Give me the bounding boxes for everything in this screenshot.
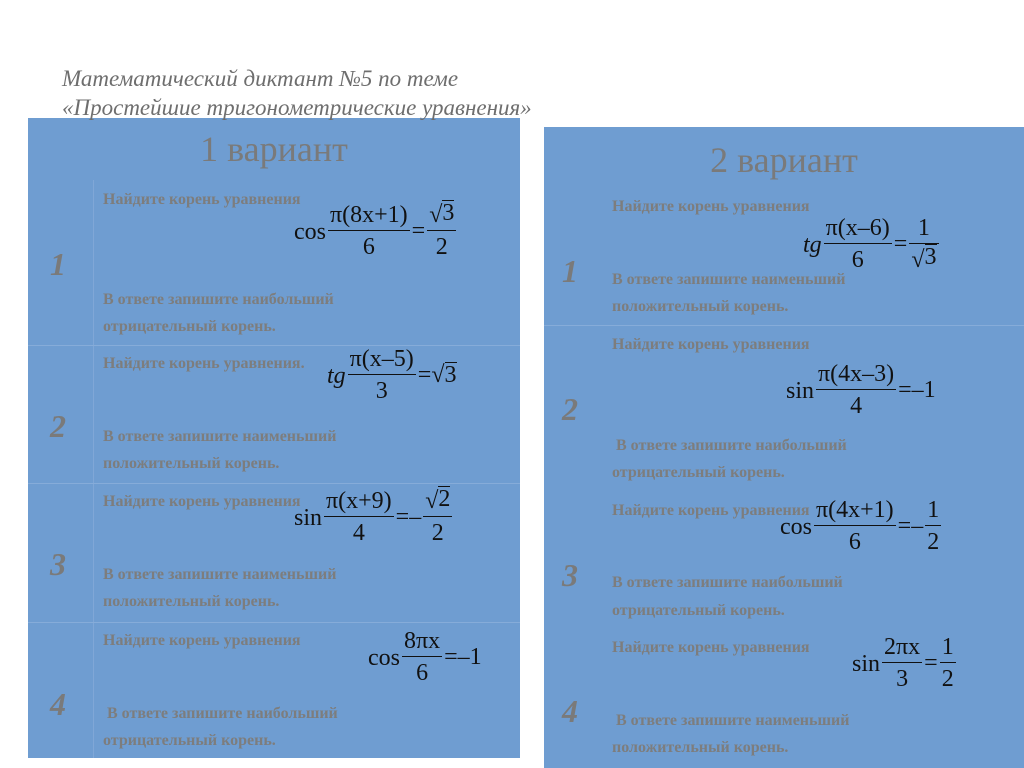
argument-fraction: [824, 213, 892, 276]
numerator: 8πx: [404, 628, 441, 654]
trig-function: sin: [786, 378, 815, 404]
equals-sign: =: [417, 362, 432, 388]
rhs-den-value: 2: [927, 529, 940, 555]
rhs-numerator: [925, 495, 941, 525]
equals-sign: =: [444, 644, 458, 670]
rhs-numerator: [423, 486, 452, 516]
equals-sign: =: [411, 218, 426, 244]
task-answer-line-1: В ответе запишите наибольший: [103, 291, 334, 308]
task-answer-line-2: отрицательный корень.: [103, 732, 276, 749]
rhs-fraction: [423, 486, 452, 549]
rhs-num-value-sqrt: [429, 200, 454, 230]
rhs-num-value: 1: [917, 215, 930, 241]
task-prompt: Найдите корень уравнения: [612, 198, 810, 215]
variant-2-heading: 2 вариант: [710, 140, 858, 180]
row-divider: [28, 483, 520, 484]
task-answer-line-1: В ответе запишите наибольший: [103, 705, 338, 722]
numerator: π(x+9): [326, 488, 392, 514]
denominator: 6: [851, 247, 864, 273]
argument-fraction: [348, 344, 416, 407]
equals-sign: =: [924, 650, 938, 676]
rhs-denominator: [430, 517, 446, 549]
rhs-sign: –: [911, 513, 924, 539]
rhs-numerator: [427, 200, 456, 230]
task-number: 1: [562, 253, 578, 289]
equation: [786, 359, 936, 422]
task-number: 2: [50, 408, 66, 444]
rhs-den-value: 2: [431, 520, 444, 546]
argument-fraction: [816, 359, 896, 422]
denominator: 4: [850, 393, 863, 419]
task-answer-line-1: В ответе запишите наибольший: [612, 574, 843, 591]
rhs-den-value-sqrt: [911, 244, 936, 276]
title-line-2: «Простейшие тригонометрические уравнения»: [62, 95, 532, 120]
task-number: 3: [50, 546, 66, 582]
numerator: π(4x–3): [818, 361, 895, 387]
task-answer-line-2: отрицательный корень.: [612, 602, 785, 619]
numerator: π(x–6): [825, 215, 890, 241]
rhs-sign: –: [457, 644, 470, 670]
rhs-fraction: [909, 213, 938, 276]
rhs-numerator: [940, 632, 956, 662]
title-line-1: Математический диктант №5 по теме: [62, 66, 459, 91]
numerator: π(8x+1): [330, 202, 408, 228]
task-number: 3: [562, 557, 578, 593]
rhs-den-value: 2: [435, 234, 448, 260]
rhs-fraction: [940, 632, 956, 695]
rhs-denominator: [909, 244, 938, 276]
task-prompt: Найдите корень уравнения: [103, 493, 301, 510]
trig-function: sin: [294, 505, 323, 531]
rhs-den-value: 2: [941, 666, 954, 692]
rhs-num-value: 2: [438, 486, 450, 516]
rhs-denominator: [925, 526, 941, 558]
numerator: 2πx: [884, 634, 921, 660]
task-prompt: Найдите корень уравнения: [612, 336, 810, 353]
equation: [294, 486, 454, 549]
argument-fraction: [328, 200, 410, 263]
rhs-num-value-sqrt: [425, 486, 450, 516]
task-answer-line-2: отрицательный корень.: [103, 318, 276, 335]
task-answer-line-2: положительный корень.: [103, 455, 280, 472]
equals-sign: =: [897, 513, 912, 539]
equation: [294, 200, 458, 263]
sqrt-sign: √: [431, 362, 445, 388]
task-answer-line-2: отрицательный корень.: [612, 464, 785, 481]
rhs-value-sqrt: [431, 362, 456, 389]
task-number: 1: [50, 246, 66, 282]
argument-fraction: [402, 626, 442, 689]
denominator: 6: [848, 529, 861, 555]
task-answer-line-1: В ответе запишите наибольший: [612, 437, 847, 454]
trig-function: sin: [852, 651, 881, 677]
sqrt-sign: √: [425, 488, 439, 514]
argument-fraction: [324, 486, 394, 549]
row-divider: [28, 622, 520, 623]
denominator: 4: [352, 520, 365, 546]
slide-title: [62, 64, 532, 122]
rhs-sign: –: [409, 504, 422, 530]
task-answer-line-2: положительный корень.: [103, 593, 280, 610]
task-prompt: Найдите корень уравнения: [612, 639, 810, 656]
argument-fraction: [882, 632, 922, 695]
task-number: 4: [50, 686, 66, 722]
task-prompt: Найдите корень уравнения.: [103, 355, 305, 372]
task-answer-line-1: В ответе запишите наименьший: [103, 428, 337, 445]
task-prompt: Найдите корень уравнения: [103, 191, 301, 208]
task-answer-line-1: В ответе запишите наименьший: [612, 712, 850, 729]
denominator: 3: [896, 666, 909, 692]
variant-1-heading: 1 вариант: [200, 129, 348, 169]
argument-fraction: [814, 495, 896, 558]
task-answer-line-1: В ответе запишите наименьший: [612, 271, 846, 288]
sqrt-sign: √: [911, 247, 925, 273]
task-prompt: Найдите корень уравнения: [103, 632, 301, 649]
equation: [803, 213, 941, 276]
rhs-value: 3: [444, 362, 457, 388]
variant-2-panel: [544, 127, 1024, 768]
trig-function: tg: [327, 363, 346, 389]
equation: [368, 626, 482, 689]
rhs-fraction: [925, 495, 941, 558]
rhs-num-value: 1: [941, 634, 954, 660]
rhs-value: 1: [923, 377, 936, 403]
equation: [852, 632, 958, 695]
trig-function: cos: [780, 514, 812, 540]
task-number: 2: [562, 391, 578, 427]
rhs-sign: –: [911, 377, 924, 403]
equation: [327, 344, 457, 407]
task-answer-line-2: положительный корень.: [612, 298, 789, 315]
rhs-den-value: 3: [925, 244, 937, 276]
trig-function: tg: [803, 232, 822, 258]
row-divider: [544, 325, 1024, 326]
rhs-num-value: 1: [927, 497, 940, 523]
rhs-num-value: 3: [442, 200, 454, 230]
task-prompt: Найдите корень уравнения: [612, 502, 810, 519]
denominator: 6: [362, 234, 375, 260]
variant-1-panel: [28, 118, 520, 758]
task-answer-line-1: В ответе запишите наименьший: [103, 566, 337, 583]
denominator: 6: [416, 660, 429, 686]
numerator: π(x–5): [349, 346, 414, 372]
equals-sign: =: [893, 231, 908, 257]
task-answer-line-2: положительный корень.: [612, 739, 789, 756]
rhs-fraction: [427, 200, 456, 263]
trig-function: cos: [294, 219, 326, 245]
equation: [780, 495, 943, 558]
rhs-denominator: [434, 231, 450, 263]
rhs-denominator: [940, 663, 956, 695]
sqrt-sign: √: [429, 202, 443, 228]
task-number: 4: [562, 693, 578, 729]
trig-function: cos: [368, 645, 400, 671]
rhs-numerator: [916, 213, 932, 243]
denominator: 3: [375, 378, 388, 404]
equals-sign: =: [395, 504, 410, 530]
rhs-value: 1: [469, 644, 482, 670]
column-divider: [93, 180, 94, 758]
equals-sign: =: [898, 377, 912, 403]
numerator: π(4x+1): [816, 497, 894, 523]
